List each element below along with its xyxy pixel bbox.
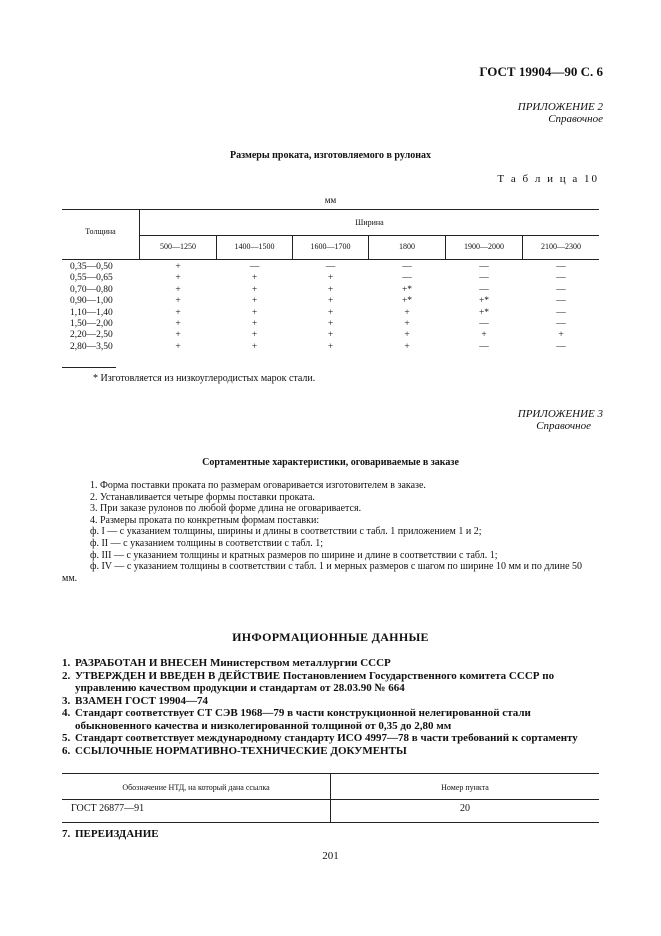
table-cell: + (327, 296, 334, 307)
table-cell: +* (401, 284, 413, 295)
table-cell: + (481, 330, 487, 341)
width-column (293, 262, 368, 353)
thickness-column (70, 262, 113, 353)
appendix-2-label: ПРИЛОЖЕНИЕ 2 (517, 101, 603, 113)
width-column (369, 262, 445, 353)
table-cell: + (251, 273, 258, 284)
ref-item-cell: 20 (460, 803, 470, 814)
info-item-number: 7. (62, 828, 71, 840)
page-header: ГОСТ 19904—90 С. 6 (479, 64, 603, 79)
width-header: 1400—1500 (234, 242, 275, 251)
table-cell: + (175, 296, 181, 307)
table-cell: — (402, 273, 412, 284)
info-item (62, 707, 599, 732)
table-cell: — (556, 296, 566, 307)
section-2-title: Сортаментные характеристики, оговариваемые в заказе (202, 457, 459, 468)
order-paragraph: ф. I — с указанием толщины, ширины и длины в соответствии с табл. 1 приложением 1 и 2; (90, 526, 482, 538)
info-item-number: 6. (62, 744, 71, 757)
table-cell: — (325, 262, 336, 272)
thickness-cell: 2,20—2,50 (70, 330, 113, 341)
info-item-text: РАЗРАБОТАН И ВНЕСЕН Министерством металлургии СССР (75, 657, 391, 669)
table-cell: + (175, 262, 181, 272)
ref-doc-cell: ГОСТ 26877—91 (71, 803, 145, 814)
info-item-number: 5. (62, 732, 71, 744)
table-cell: + (175, 273, 181, 284)
table-cell: + (251, 330, 258, 341)
width-header: 500—1250 (160, 242, 196, 251)
table-cell: — (479, 284, 489, 295)
info-item-number: 2. (62, 669, 71, 682)
thickness-cell: 0,55—0,65 (70, 273, 113, 284)
footnote-rule (62, 367, 116, 368)
width-column (217, 262, 292, 353)
info-list (62, 657, 599, 757)
table-cell: + (404, 341, 410, 352)
thickness-cell: 0,70—0,80 (70, 284, 113, 295)
info-item (62, 670, 599, 695)
table-cell: + (327, 330, 334, 341)
info-item (62, 745, 599, 758)
width-header: 1900—2000 (464, 242, 504, 251)
info-item-number: 3. (62, 694, 71, 707)
width-header: 1800 (399, 242, 415, 251)
table-cell: + (251, 318, 258, 329)
thickness-cell: 2,80—3,50 (70, 341, 113, 352)
order-paragraph: 4. Размеры проката по конкретным формам поставки: (90, 514, 320, 526)
table-footnote: * Изготовляется из низкоуглеродистых марок стали. (93, 373, 316, 384)
table-10-label: Т а б л и ц а 10 (497, 173, 599, 185)
thickness-cell: 0,35—0,50 (70, 262, 113, 272)
width-header: 2100—2300 (541, 242, 581, 251)
table-cell: + (404, 330, 410, 341)
ref-col-item-header: Номер пункта (441, 783, 489, 792)
info-item-text: ВЗАМЕН ГОСТ 19904—74 (75, 694, 209, 707)
info-item-text: Стандарт соответствует СТ СЭВ 1968—79 в части конструкционной нелегированной стали обыкновенного качества и низколегированной толщиной от 0,35 до 2,80 мм (75, 707, 531, 732)
table-top-rule (62, 209, 599, 210)
table-cell: — (249, 262, 260, 272)
info-item-number: 1. (62, 657, 71, 669)
width-column (140, 262, 216, 353)
table-cell: — (556, 284, 566, 295)
table-cell: — (479, 273, 489, 284)
info-item-text: УТВЕРЖДЕН И ВВЕДЕН В ДЕЙСТВИЕ Постановлением Государственного комитета СССР по управлению качеством продукции и стандартам от 28.03.90 № 664 (75, 669, 555, 694)
col-thickness-header: Толщина (85, 227, 116, 236)
table-cell: + (175, 318, 181, 329)
table-cell: — (479, 262, 489, 272)
table-cell: — (402, 262, 412, 272)
table-cell: + (558, 330, 564, 341)
table-cell: — (479, 341, 489, 352)
table-cell: — (556, 341, 566, 352)
info-item (62, 732, 599, 745)
table-cell: + (404, 318, 410, 329)
table-cell: — (556, 318, 566, 329)
table-cell: + (251, 341, 258, 352)
table-cell: + (327, 273, 334, 284)
ref-col-doc-header: Обозначение НТД, на который дана ссылка (122, 783, 270, 792)
section-1-title: Размеры проката, изготовляемого в рулонах (230, 150, 431, 161)
order-paragraph: 3. При заказе рулонов по любой форме длина не оговаривается. (90, 503, 362, 515)
table-cell: + (404, 307, 410, 318)
width-column (523, 262, 599, 353)
table-cell: — (556, 262, 566, 272)
table-cell: + (251, 307, 258, 318)
col-width-header: Ширина (355, 218, 384, 227)
info-item-number: 4. (62, 707, 71, 719)
info-item-text: ПЕРЕИЗДАНИЕ (75, 828, 159, 840)
table-cell: +* (478, 296, 490, 307)
page-number: 201 (322, 850, 339, 862)
table-cell: + (175, 284, 181, 295)
table-cell: + (327, 318, 334, 329)
appendix-2-type: Справочное (548, 113, 603, 125)
table-cell: + (175, 307, 181, 318)
table-cell: +* (401, 296, 413, 307)
width-column (446, 262, 522, 353)
order-characteristics (62, 480, 599, 584)
table-cell: + (251, 284, 258, 295)
order-paragraph: 2. Устанавливается четыре формы поставки проката. (90, 491, 315, 503)
appendix-3-type: Справочное (536, 420, 591, 432)
info-item-text: Стандарт соответствует международному стандарту ИСО 4997—78 в части требований к сортаменту (75, 732, 578, 744)
table-cell: — (479, 318, 489, 329)
appendix-3-label: ПРИЛОЖЕНИЕ 3 (517, 408, 603, 420)
info-title: ИНФОРМАЦИОННЫЕ ДАННЫЕ (232, 630, 429, 644)
table-cell: — (556, 273, 566, 284)
table-width-rule (140, 235, 599, 236)
info-item (62, 695, 599, 708)
info-item (62, 657, 599, 670)
table-header-rule (62, 259, 599, 260)
table-cell: +* (478, 307, 490, 318)
table-cell: + (175, 341, 181, 352)
table-cell: + (327, 307, 334, 318)
table-cell: + (327, 341, 334, 352)
table-cell: + (327, 284, 334, 295)
info-item-7 (62, 828, 159, 840)
thickness-cell: 0,90—1,00 (70, 296, 113, 307)
thickness-cell: 1,10—1,40 (70, 307, 113, 318)
order-paragraph: 1. Форма поставки проката по размерам оговаривается изготовителем в заказе. (90, 480, 426, 491)
order-paragraph: ф. III — с указанием толщины и кратных размеров по ширине и длине в соответствии с табл. 1; (90, 549, 498, 561)
order-paragraph: ф. II — с указанием толщины в соответствии с табл. 1; (90, 537, 324, 549)
ref-table-bottom-rule (62, 822, 599, 823)
ref-table-vrule (330, 774, 331, 822)
table-10-unit: мм (324, 195, 337, 205)
table-cell: + (175, 330, 181, 341)
order-paragraph: ф. IV — с указанием толщины в соответствии с табл. 1 и мерных размеров с шагом по ширине 10 мм и по длине 50 мм. (62, 561, 583, 584)
thickness-cell: 1,50—2,00 (70, 318, 113, 329)
info-item-text: ССЫЛОЧНЫЕ НОРМАТИВНО-ТЕХНИЧЕСКИЕ ДОКУМЕНТЫ (75, 744, 407, 757)
table-cell: — (556, 307, 566, 318)
table-cell: + (251, 296, 258, 307)
width-header: 1600—1700 (310, 242, 351, 251)
